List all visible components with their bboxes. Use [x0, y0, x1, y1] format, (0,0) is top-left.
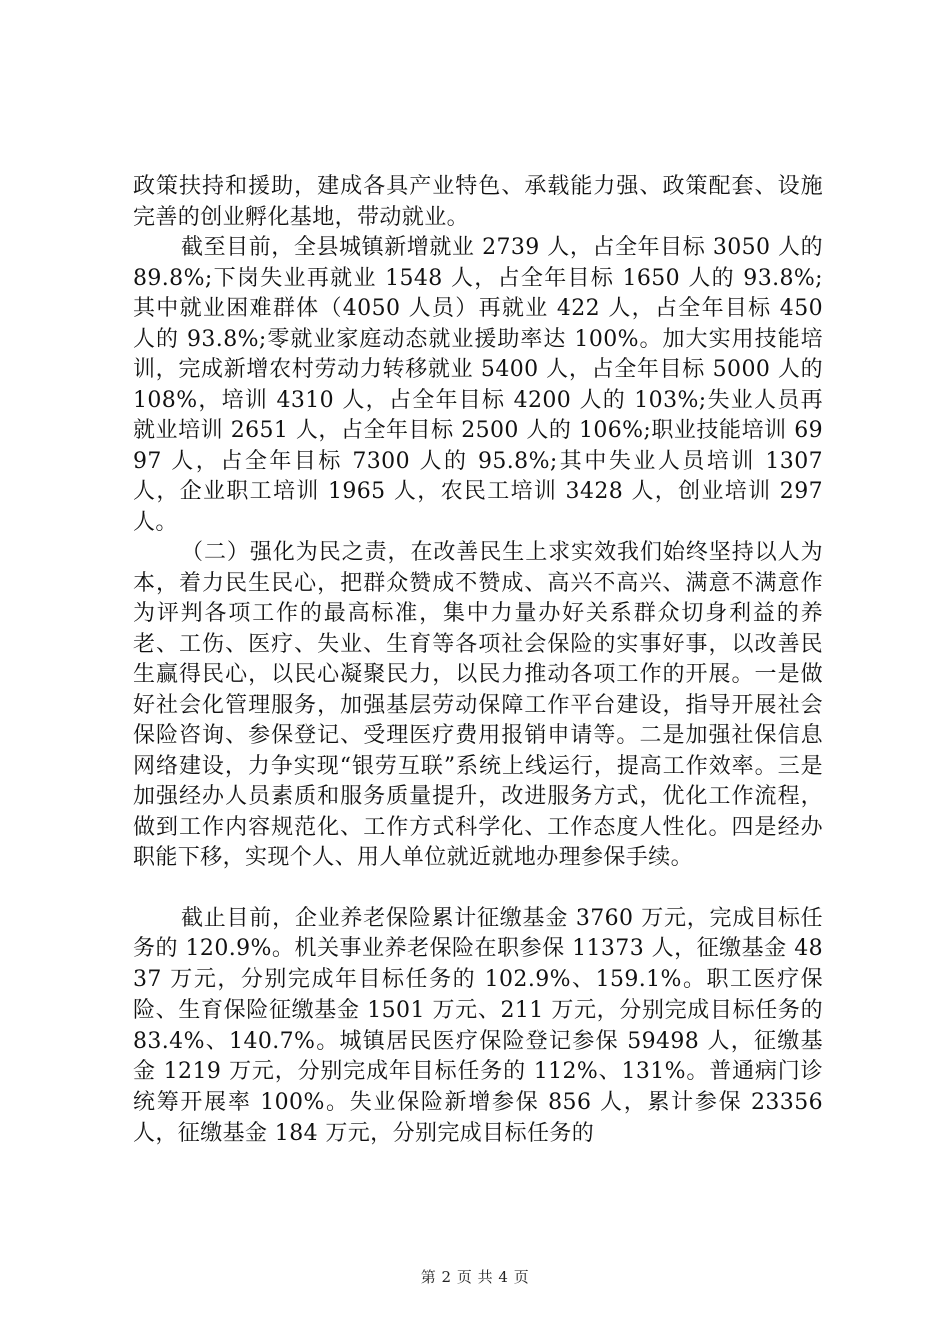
paragraph-spacer [133, 874, 823, 904]
paragraph-livelihood-section: （二）强化为民之责，在改善民生上求实效我们始终坚持以人为本，着力民生民心，把群众赞成不赞成、高兴不高兴、满意不满意作为评判各项工作的最高标准，集中力量办好关系群众切身利益的养老、工伤、医疗、失业、生育等各项社会保险的实事好事，以改善民生赢得民心，以民心凝聚民力，以民力推动各项工作的开展。一是做好社会化管理服务，加强基层劳动保障工作平台建设，指导开展社会保险咨询、参保登记、受理医疗费用报销申请等。二是加强社保信息网络建设，力争实现“银劳互联”系统上线运行，提高工作效率。三是加强经办人员素质和服务质量提升，改进服务方式，优化工作流程，做到工作内容规范化、工作方式科学化、工作态度人性化。四是经办职能下移，实现个人、用人单位就近就地办理参保手续。 [133, 540, 823, 870]
document-body [133, 172, 823, 1150]
page-number-footer: 第 2 页 共 4 页 [420, 1268, 530, 1286]
paragraph-employment-stats: 截至目前，全县城镇新增就业 2739 人，占全年目标 3050 人的 89.8%;下岗失业再就业 1548 人，占全年目标 1650 人的 93.8%;其中就业困难群体（4050 人员）再就业 422 人，占全年目标 450 人的 93.8%;零就业家庭动态就业援助率达 100%。加大实用技能培训，完成新增农村劳动力转移就业 5400 人，占全年目标 5000 人的 108%，培训 4310 人，占全年目标 4200 人的 103%;失业人员再就业培训 2651 人，占全年目标 2500 人的 106%;职业技能培训 6997 人，占全年目标 7300 人的 95.8%;其中失业人员培训 1307 人，企业职工培训 1965 人，农民工培训 3428 人，创业培训 297 人。 [133, 235, 823, 535]
paragraph-continuation: 政策扶持和援助，建成各具产业特色、承载能力强、政策配套、设施完善的创业孵化基地，带动就业。 [133, 174, 823, 230]
paragraph-insurance-stats: 截止目前，企业养老保险累计征缴基金 3760 万元，完成目标任务的 120.9%。机关事业养老保险在职参保 11373 人，征缴基金 4837 万元，分别完成年目标任务的 102.9%、159.1%。职工医疗保险、生育保险征缴基金 1501 万元、211 万元，分别完成目标任务的 83.4%、140.7%。城镇居民医疗保险登记参保 59498 人，征缴基金 1219 万元，分别完成年目标任务的 112%、131%。普通病门诊统筹开展率 100%。失业保险新增参保 856 人，累计参保 23356 人，征缴基金 184 万元，分别完成目标任务的 [133, 905, 823, 1147]
